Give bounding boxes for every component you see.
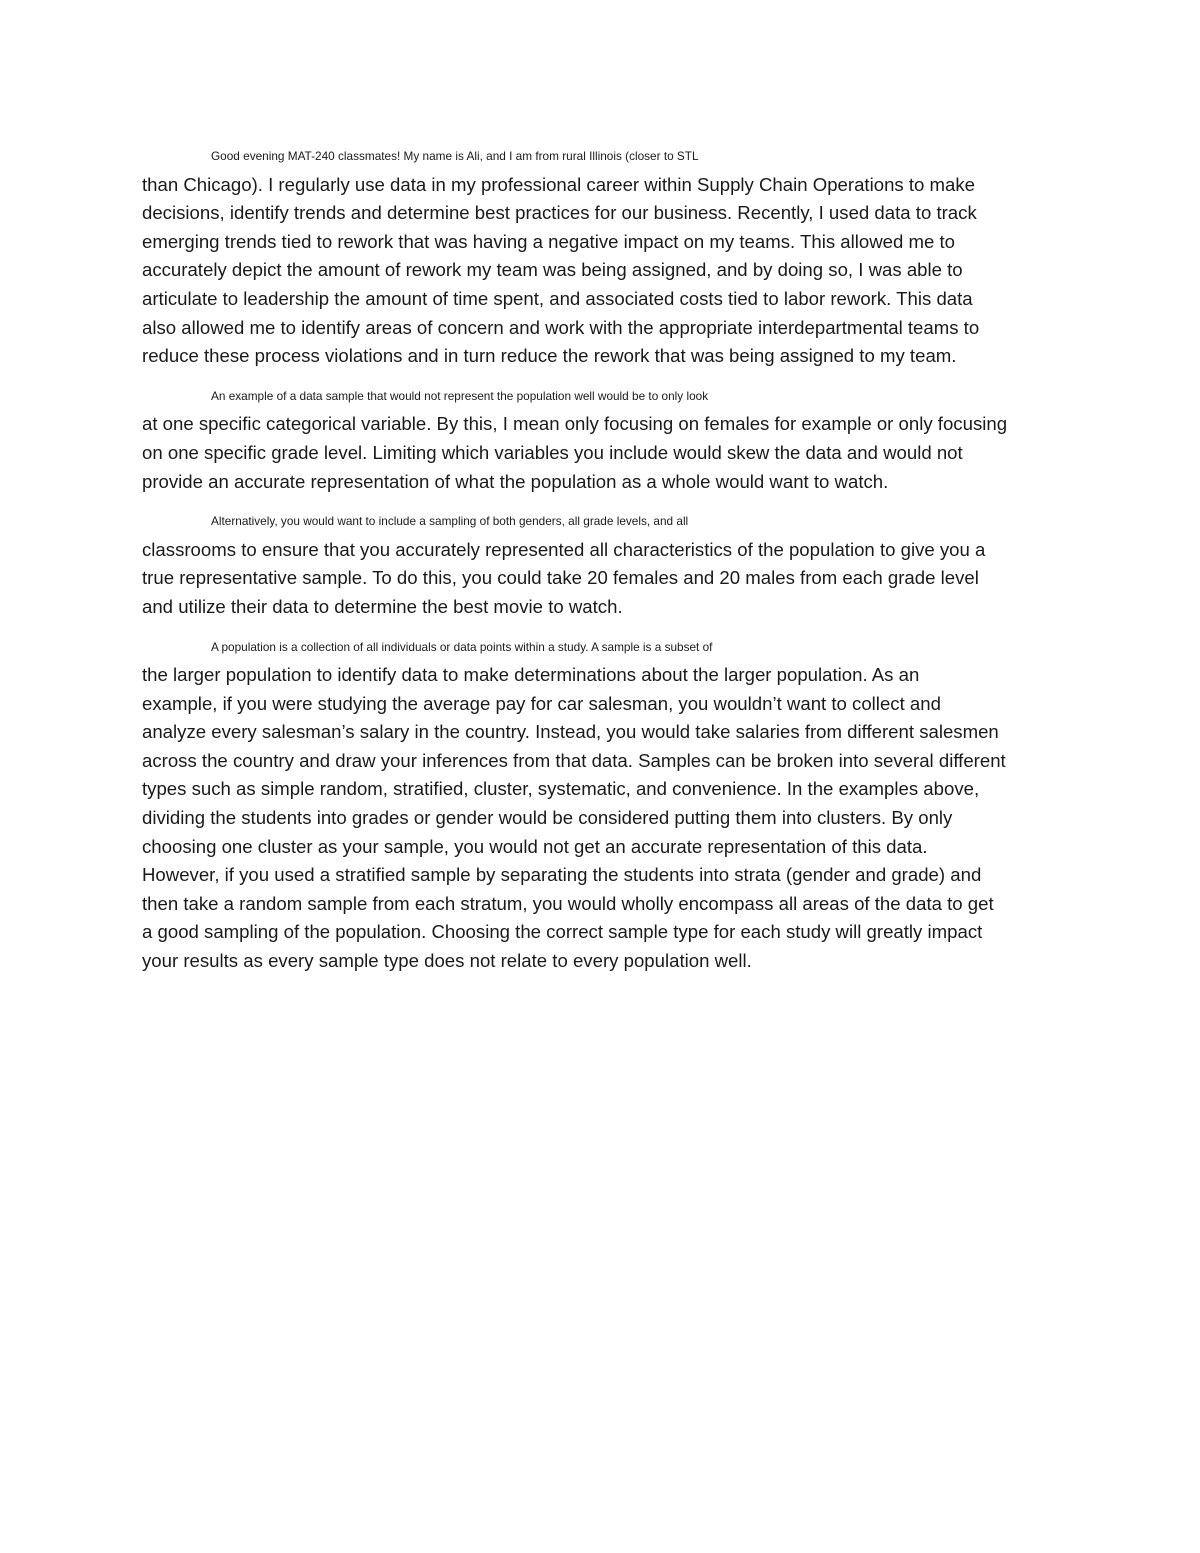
text-line: at one specific categorical variable. By this, I mean only focusing on females for example or only focusing bbox=[142, 413, 1008, 435]
text-line: choosing one cluster as your sample, you would not get an accurate representation of this data. bbox=[142, 835, 928, 857]
text-line: a good sampling of the population. Choosing the correct sample type for each study will greatly impact bbox=[142, 921, 983, 943]
text-line: reduce these process violations and in turn reduce the rework that was being assigned to my team. bbox=[142, 345, 957, 367]
text-line: However, if you used a stratified sample by separating the students into strata (gender and grade) and bbox=[142, 864, 982, 886]
paragraph-bad-sample-example bbox=[142, 382, 1060, 496]
text-line: decisions, identify trends and determine best practices for our business. Recently, I used data to track bbox=[142, 202, 977, 224]
paragraph-population-vs-sample bbox=[142, 633, 1060, 976]
text-line: on one specific grade level. Limiting which variables you include would skew the data and would not bbox=[142, 441, 963, 463]
text-line: provide an accurate representation of what the population as a whole would want to watch. bbox=[142, 470, 889, 492]
text-line: A population is a collection of all individuals or data points within a study. A sample is a subset of bbox=[211, 639, 713, 654]
paragraph-representative-sample bbox=[142, 507, 1060, 621]
document-body bbox=[142, 142, 1060, 987]
text-line: the larger population to identify data to make determinations about the larger population. As an bbox=[142, 664, 920, 686]
text-line: across the country and draw your inferences from that data. Samples can be broken into several different bbox=[142, 749, 1006, 771]
text-line: your results as every sample type does not relate to every population well. bbox=[142, 950, 752, 972]
text-line: true representative sample. To do this, you could take 20 females and 20 males from each grade level bbox=[142, 567, 979, 589]
paragraph-introduction bbox=[142, 142, 1060, 371]
text-line: An example of a data sample that would not represent the population well would be to only look bbox=[211, 388, 709, 403]
text-line: analyze every salesman’s salary in the country. Instead, you would take salaries from different salesmen bbox=[142, 721, 999, 743]
text-line: types such as simple random, stratified, cluster, systematic, and convenience. In the examples above, bbox=[142, 778, 980, 800]
text-line: then take a random sample from each stratum, you would wholly encompass all areas of the data to get bbox=[142, 892, 994, 914]
text-line: also allowed me to identify areas of concern and work with the appropriate interdepartmental teams to bbox=[142, 316, 980, 338]
text-line: accurately depict the amount of rework my team was being assigned, and by doing so, I was able to bbox=[142, 259, 963, 281]
text-line: articulate to leadership the amount of time spent, and associated costs tied to labor rework. This data bbox=[142, 287, 973, 309]
text-line: and utilize their data to determine the best movie to watch. bbox=[142, 595, 623, 617]
text-line: emerging trends tied to rework that was having a negative impact on my teams. This allowed me to bbox=[142, 230, 956, 252]
text-line: classrooms to ensure that you accurately represented all characteristics of the population to give you a bbox=[142, 538, 986, 560]
text-line: than Chicago). I regularly use data in my professional career within Supply Chain Operations to make bbox=[142, 173, 976, 195]
text-line: example, if you were studying the average pay for car salesman, you wouldn’t want to collect and bbox=[142, 692, 941, 714]
text-line: Alternatively, you would want to include a sampling of both genders, all grade levels, and all bbox=[211, 514, 689, 529]
text-line: dividing the students into grades or gender would be considered putting them into clusters. By only bbox=[142, 807, 953, 829]
text-line: Good evening MAT-240 classmates! My name is Ali, and I am from rural Illinois (closer to STL bbox=[211, 149, 699, 163]
